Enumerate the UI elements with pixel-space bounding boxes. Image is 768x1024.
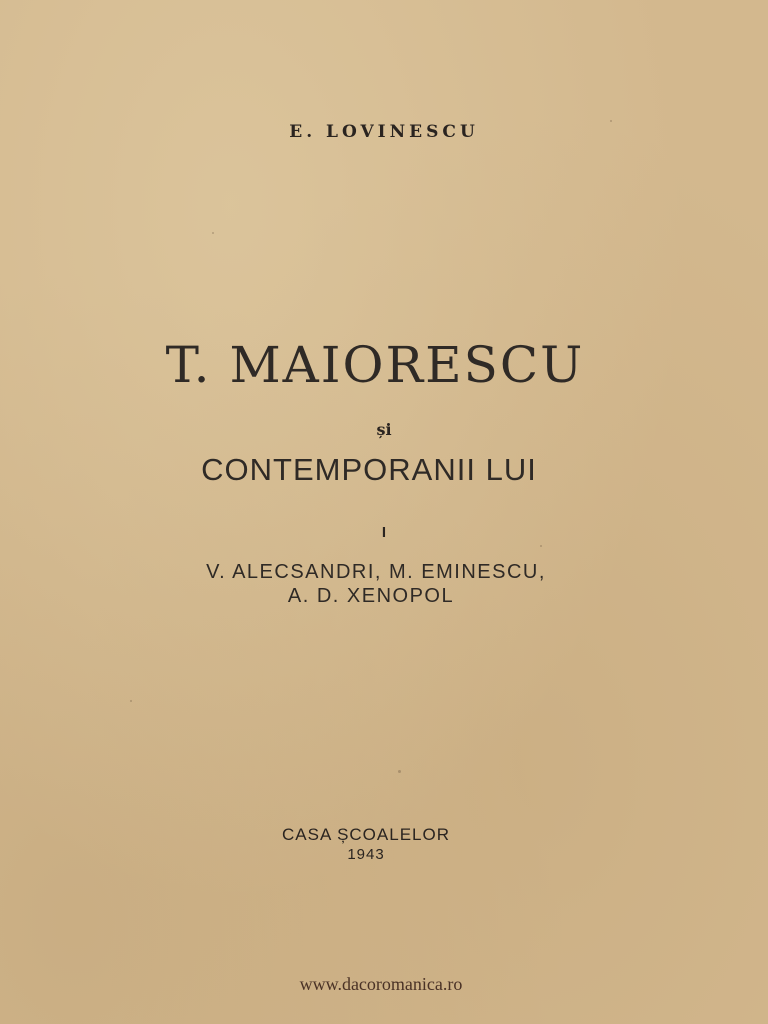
title-conjunction: și: [376, 420, 392, 439]
paper-speck: [610, 120, 612, 122]
book-title: T. MAIORESCU: [165, 336, 585, 394]
book-subtitle: CONTEMPORANII LUI: [201, 452, 537, 487]
volume-contents-line-2: A. D. XENOPOL: [287, 585, 455, 607]
paper-speck: [540, 545, 542, 547]
paper-speck: [398, 770, 401, 773]
source-website[interactable]: www.dacoromanica.ro: [299, 974, 463, 994]
publisher-name: CASA ȘCOALELOR: [281, 825, 450, 844]
author-name: E. LOVINESCU: [289, 122, 479, 142]
paper-speck: [212, 232, 214, 234]
paper-speck: [130, 700, 132, 702]
volume-contents-line-1: V. ALECSANDRI, M. EMINESCU,: [206, 561, 546, 583]
volume-number: I: [381, 524, 387, 541]
publication-year: 1943: [347, 846, 385, 863]
